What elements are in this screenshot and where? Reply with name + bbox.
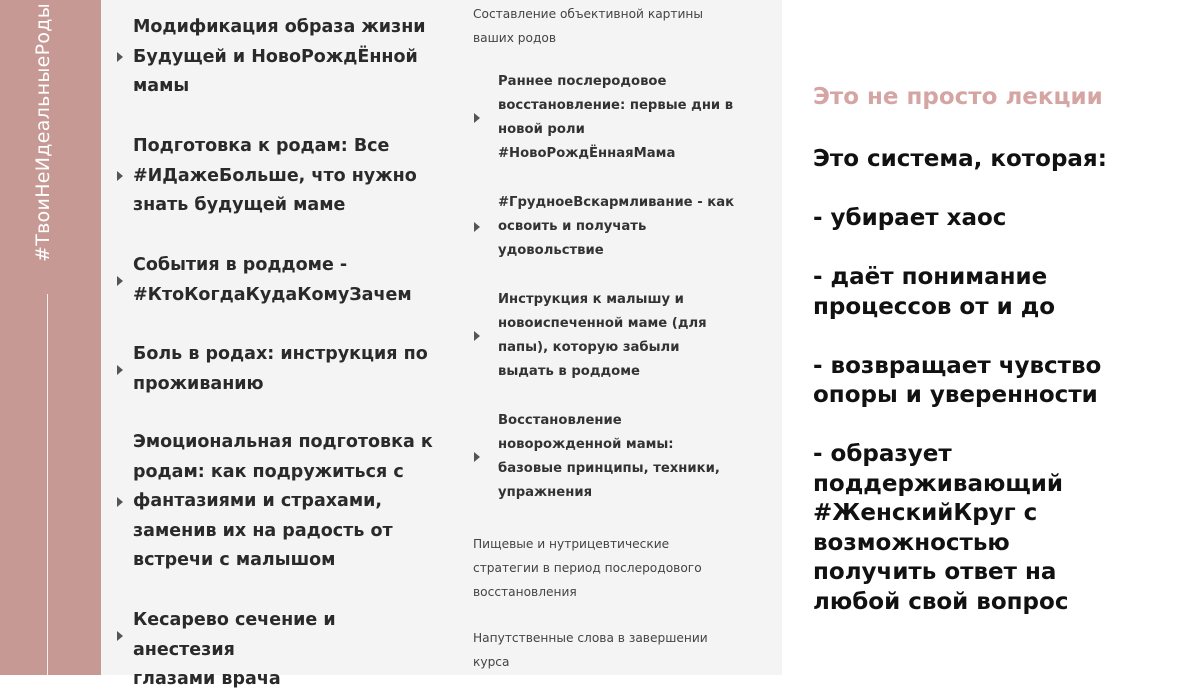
submodule-item[interactable]: [474, 288, 707, 384]
course-outline: [101, 0, 782, 689]
submodule-item[interactable]: [474, 70, 734, 166]
submodule-label: Инструкция к малышу и новоиспеченной маме (для папы), которую забыли выдать в роддоме: [498, 292, 707, 379]
module-label: Эмоциональная подготовка к родам: как подружиться с фантазиями и страхами, заменив их на радость от встречи с малышом: [133, 432, 433, 570]
submodule-label: Восстановление новорожденной мамы: базовые принципы, техники, упражнения: [498, 413, 720, 500]
expand-arrow-icon: [474, 331, 480, 341]
tagline-heading: Это не просто лекции: [813, 84, 1103, 110]
expand-arrow-icon: [474, 222, 480, 232]
module-item[interactable]: [117, 13, 426, 101]
module-item[interactable]: [117, 251, 412, 310]
module-label: Кесарево сечение и анестезия глазами врача: [133, 610, 336, 689]
submodule-item[interactable]: [474, 409, 720, 505]
submodule-item[interactable]: [474, 191, 735, 263]
outline-text: Напутственные слова в завершении курса: [473, 631, 708, 669]
expand-arrow-icon: [117, 365, 123, 375]
module-label: Модификация образа жизни Будущей и НовоРождЁнной мамы: [133, 17, 426, 96]
module-label: Подготовка к родам: Все #ИДажеБольше, что нужно знать будущей маме: [133, 136, 417, 215]
outline-text: Пищевые и нутрицевтические стратегии в период послеродового восстановления: [473, 537, 702, 599]
sidebar-hashtag: #ТвоиНеИдеальныеРоды: [32, 2, 54, 262]
submodule-label: Раннее послеродовое восстановление: первые дни в новой роли #НовоРождЁннаяМама: [498, 74, 734, 161]
module-item[interactable]: [117, 132, 417, 220]
sidebar-divider: [47, 294, 48, 675]
expand-arrow-icon: [117, 497, 123, 507]
module-label: Боль в родах: инструкция по проживанию: [133, 344, 428, 394]
expand-arrow-icon: [474, 452, 480, 462]
sidebar: [0, 0, 101, 675]
module-item[interactable]: [117, 428, 433, 576]
outline-text: Составление объективной картины ваших родов: [473, 7, 704, 45]
system-benefits-text: Это система, которая: - убирает хаос - даёт понимание процессов от и до - возвращает чувство опоры и уверенности - образует поддерживающий #ЖенскийКруг с возможностью получить ответ на любой свой вопрос: [813, 146, 1107, 615]
expand-arrow-icon: [117, 276, 123, 286]
expand-arrow-icon: [117, 171, 123, 181]
expand-arrow-icon: [117, 631, 123, 641]
module-item[interactable]: [117, 340, 428, 399]
submodule-label: #ГрудноеВскармливание - как освоить и получать удовольствие: [498, 195, 735, 258]
expand-arrow-icon: [117, 52, 123, 62]
module-item[interactable]: [117, 606, 336, 689]
expand-arrow-icon: [474, 113, 480, 123]
module-label: События в роддоме - #КтоКогдаКудаКомуЗачем: [133, 255, 412, 305]
